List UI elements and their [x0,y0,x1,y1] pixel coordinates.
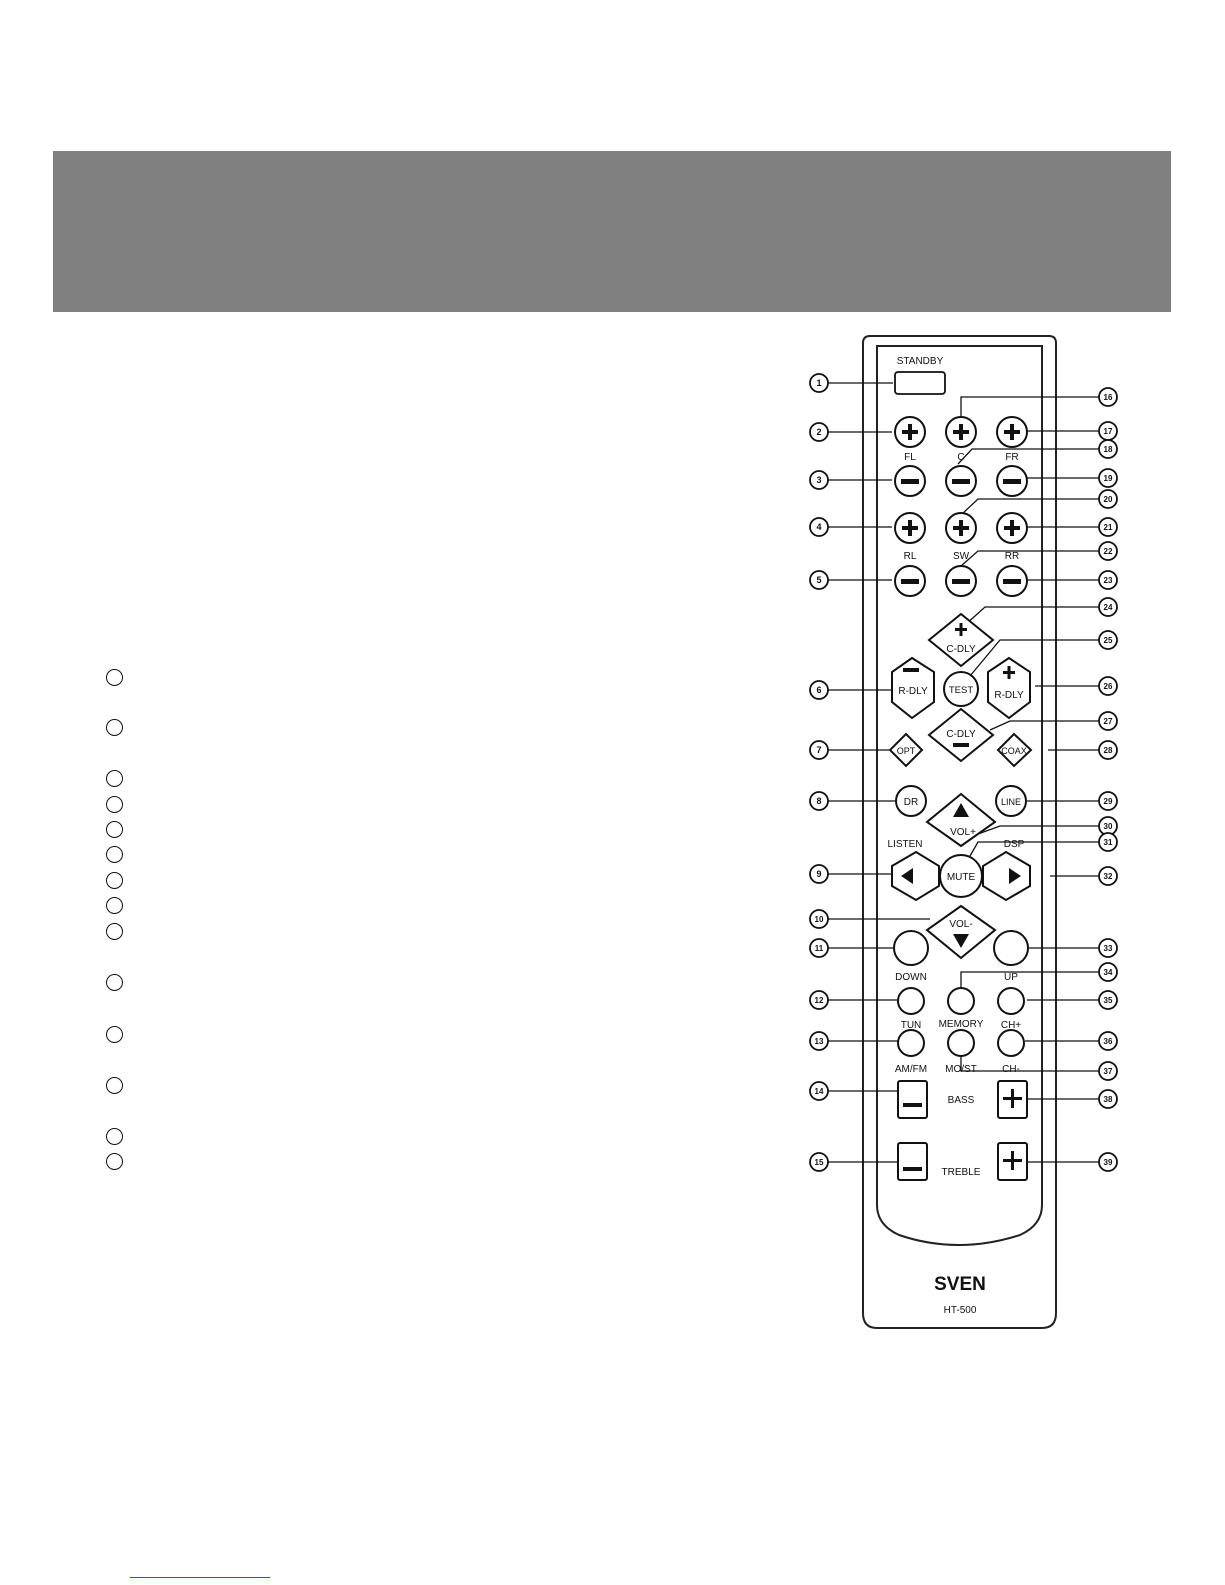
c-dly-plus-button[interactable] [929,614,993,666]
callout-number: 2 [816,427,822,437]
label-line: LINE [1000,797,1022,807]
label-bass: BASS [947,1095,975,1106]
callout-number: 4 [816,522,822,532]
label-r-dly-left: R-DLY [898,686,928,697]
callout-number: 15 [814,1158,824,1167]
treble-minus-button[interactable] [898,1143,927,1180]
label-dsp: DSP [1003,839,1025,850]
vol-minus-button[interactable] [927,906,995,958]
callout-number: 5 [816,575,822,585]
label-up: UP [1004,972,1018,983]
label-am-fm: AM/FM [894,1064,928,1075]
label-r-dly-right: R-DLY [994,690,1024,701]
label-c-dly-down: C-DLY [946,729,976,740]
label-coax: COAX [1001,746,1027,756]
callout-number: 28 [1103,746,1113,755]
label-c-dly-up: C-DLY [946,644,976,655]
callout-number: 18 [1103,445,1113,454]
label-standby: STANDBY [896,356,944,367]
vol-plus-button[interactable] [927,794,995,846]
callout-number: 36 [1103,1037,1113,1046]
callout-number: 7 [816,745,822,755]
tun-button[interactable] [898,988,924,1014]
up-button[interactable] [994,931,1028,965]
label-c: C [957,452,965,463]
label-sw: SW [952,551,970,562]
callout-number: 33 [1103,944,1113,953]
callout-number: 30 [1103,822,1113,831]
callout-number: 14 [814,1087,824,1096]
callout-number: 34 [1103,968,1113,977]
label-vol-minus: VOL- [949,919,973,930]
label-mute: MUTE [946,872,976,883]
callout-number: 11 [814,944,824,953]
label-down: DOWN [895,972,927,983]
callout-number: 35 [1103,996,1113,1005]
label-ch-plus: CH+ [1000,1020,1022,1031]
am-fm-button[interactable] [898,1030,924,1056]
label-test: TEST [948,685,974,696]
standby-button[interactable] [895,372,945,394]
callout-number: 32 [1103,872,1113,881]
callout-number: 21 [1103,523,1113,532]
label-tun: TUN [900,1020,922,1031]
mo-st-button[interactable] [948,1030,974,1056]
footer-link-underline [130,1577,270,1578]
callout-number: 17 [1103,427,1113,436]
callout-number: 9 [816,869,822,879]
label-vol-plus: VOL+ [950,827,976,838]
label-ch-minus: CH- [1002,1064,1020,1075]
label-opt: OPT [896,746,916,756]
callout-number: 1 [816,378,822,388]
ch-plus-button[interactable] [998,988,1024,1014]
label-memory: MEMORY [938,1019,984,1030]
callout-number: 25 [1103,636,1113,645]
callout-number: 19 [1103,474,1113,483]
callout-number: 12 [814,996,824,1005]
down-button[interactable] [894,931,928,965]
callout-number: 26 [1103,682,1113,691]
label-treble: TREBLE [941,1167,981,1178]
callout-number: 39 [1103,1158,1113,1167]
memory-button[interactable] [948,988,974,1014]
label-fl: FL [904,452,916,463]
dsp-button[interactable] [983,852,1030,900]
ch-minus-button[interactable] [998,1030,1024,1056]
callout-number: 8 [816,796,822,806]
callout-number: 13 [814,1037,824,1046]
label-listen: LISTEN [887,839,923,850]
label-fr: FR [1005,452,1019,463]
label-rr: RR [1004,551,1020,562]
brand-logo: SVEN [934,1274,986,1295]
callout-number: 10 [814,915,824,924]
callout-number: 6 [816,685,822,695]
callout-number: 22 [1103,547,1113,556]
callout-number: 3 [816,475,822,485]
callout-number: 24 [1103,603,1113,612]
label-rl: RL [903,551,917,562]
listen-button[interactable] [892,852,939,900]
callout-number: 29 [1103,797,1113,806]
callout-number: 37 [1103,1067,1113,1076]
callout-number: 27 [1103,717,1113,726]
model-name: HT-500 [943,1305,977,1316]
callout-number: 16 [1103,393,1113,402]
label-dr: DR [903,797,919,808]
callout-number: 31 [1103,838,1113,847]
callout-number: 20 [1103,495,1113,504]
callout-number: 23 [1103,576,1113,585]
callout-number: 38 [1103,1095,1113,1104]
bass-minus-button[interactable] [898,1081,927,1118]
label-mo-st: MO/ST [945,1064,977,1075]
